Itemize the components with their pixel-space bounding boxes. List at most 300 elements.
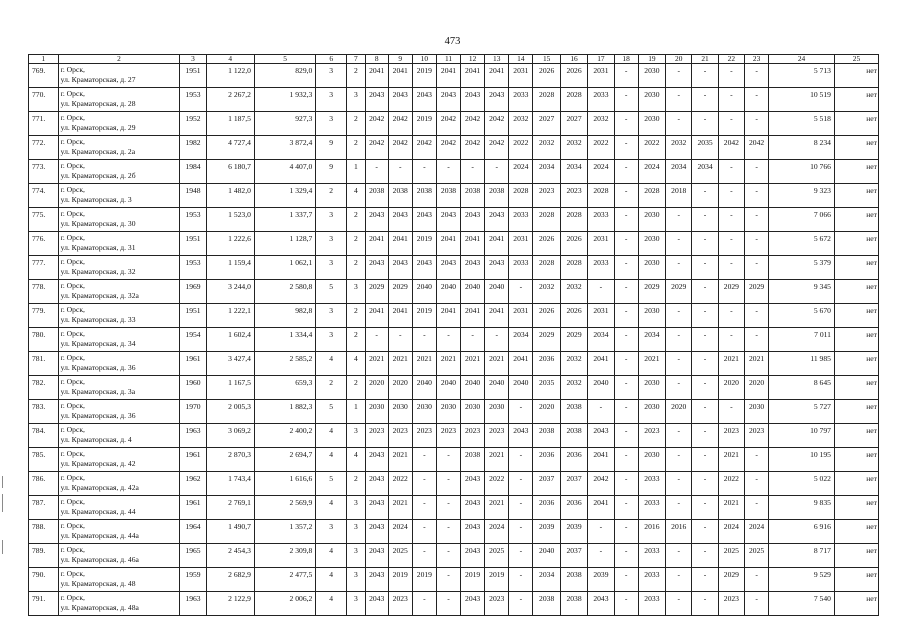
column-header: 19 <box>638 55 665 64</box>
scan-artifact <box>2 494 3 512</box>
planned-year: 2028 <box>509 184 533 208</box>
planned-year: - <box>692 496 718 520</box>
planned-year: - <box>509 448 533 472</box>
planned-year: - <box>666 544 692 568</box>
floors: 3 <box>316 208 347 232</box>
living-area: 2 400,2 <box>254 424 315 448</box>
address-cell <box>58 424 180 448</box>
planned-year: - <box>692 280 718 304</box>
row-number: 781. <box>29 352 59 376</box>
planned-year: - <box>745 232 769 256</box>
address-city: г. Орск, <box>60 161 85 170</box>
year-built: 1953 <box>180 256 206 280</box>
planned-year: 2024 <box>588 160 614 184</box>
planned-year: 2031 <box>509 304 533 328</box>
planned-year: 2043 <box>588 592 614 616</box>
address-cell <box>58 184 180 208</box>
address-cell <box>58 352 180 376</box>
table-row <box>29 568 879 592</box>
planned-year: 2042 <box>365 112 388 136</box>
planned-year: 2032 <box>560 136 587 160</box>
living-area: 927,3 <box>254 112 315 136</box>
planned-year: 2033 <box>638 496 665 520</box>
planned-year: - <box>718 400 744 424</box>
planned-year: 2040 <box>533 544 560 568</box>
planned-year: 2030 <box>436 400 460 424</box>
floors: 3 <box>316 328 347 352</box>
planned-year: 2036 <box>533 448 560 472</box>
planned-year: - <box>388 328 412 352</box>
planned-year: 2028 <box>560 208 587 232</box>
address-cell <box>58 256 180 280</box>
planned-year: 2028 <box>560 256 587 280</box>
planned-year: - <box>412 544 436 568</box>
flag-value: нет <box>834 568 878 592</box>
planned-year: 2030 <box>388 400 412 424</box>
planned-year: - <box>614 424 638 448</box>
planned-year: 2038 <box>365 184 388 208</box>
address-cell <box>58 520 180 544</box>
cost-value: 7 011 <box>769 328 835 352</box>
living-area: 2 585,2 <box>254 352 315 376</box>
planned-year: 2028 <box>638 184 665 208</box>
planned-year: - <box>614 592 638 616</box>
planned-year: 2042 <box>412 136 436 160</box>
planned-year: 2021 <box>461 352 485 376</box>
planned-year: 2032 <box>560 376 587 400</box>
planned-year: - <box>614 544 638 568</box>
planned-year: 2035 <box>692 136 718 160</box>
planned-year: 2041 <box>485 232 509 256</box>
entrances: 4 <box>347 352 366 376</box>
column-header: 10 <box>412 55 436 64</box>
planned-year: - <box>485 160 509 184</box>
planned-year: - <box>692 568 718 592</box>
address-city: г. Орск, <box>60 233 85 242</box>
address-street: ул. Краматорская, д. 44а <box>60 530 139 540</box>
planned-year: 2033 <box>509 88 533 112</box>
planned-year: 2023 <box>485 592 509 616</box>
column-header: 16 <box>560 55 587 64</box>
planned-year: - <box>509 592 533 616</box>
address-city: г. Орск, <box>60 425 85 434</box>
floors: 4 <box>316 568 347 592</box>
column-header: 1 <box>29 55 59 64</box>
table-row <box>29 160 879 184</box>
planned-year: 2024 <box>485 520 509 544</box>
floors: 2 <box>316 184 347 208</box>
planned-year: 2037 <box>560 544 587 568</box>
planned-year: 2043 <box>485 88 509 112</box>
flag-value: нет <box>834 160 878 184</box>
planned-year: 2042 <box>461 112 485 136</box>
address-city: г. Орск, <box>60 353 85 362</box>
cost-value: 5 379 <box>769 256 835 280</box>
planned-year: 2043 <box>436 88 460 112</box>
planned-year: 2040 <box>461 376 485 400</box>
planned-year: 2040 <box>412 280 436 304</box>
column-header: 22 <box>718 55 744 64</box>
table-row <box>29 424 879 448</box>
row-number: 771. <box>29 112 59 136</box>
floors: 3 <box>316 232 347 256</box>
address-cell <box>58 400 180 424</box>
flag-value: нет <box>834 232 878 256</box>
planned-year: - <box>745 568 769 592</box>
row-number: 778. <box>29 280 59 304</box>
total-area: 2 267,2 <box>206 88 254 112</box>
column-header: 14 <box>509 55 533 64</box>
cost-value: 6 916 <box>769 520 835 544</box>
planned-year: - <box>614 304 638 328</box>
planned-year: - <box>666 88 692 112</box>
planned-year: - <box>436 448 460 472</box>
table-row <box>29 496 879 520</box>
address-street: ул. Краматорская, д. 36 <box>60 362 136 372</box>
floors: 2 <box>316 376 347 400</box>
planned-year: 2039 <box>560 520 587 544</box>
planned-year: - <box>666 568 692 592</box>
planned-year: 2043 <box>365 568 388 592</box>
planned-year: - <box>666 376 692 400</box>
address-street: ул. Краматорская, д. 27 <box>60 74 136 84</box>
address-city: г. Орск, <box>60 113 85 122</box>
planned-year: 2028 <box>533 208 560 232</box>
planned-year: 2026 <box>560 232 587 256</box>
planned-year: 2030 <box>485 400 509 424</box>
planned-year: - <box>692 184 718 208</box>
planned-year: - <box>666 496 692 520</box>
planned-year: 2042 <box>365 136 388 160</box>
planned-year: 2019 <box>388 568 412 592</box>
flag-value: нет <box>834 304 878 328</box>
planned-year: 2041 <box>388 64 412 88</box>
address-street: ул. Краматорская, д. 42 <box>60 458 136 468</box>
row-number: 775. <box>29 208 59 232</box>
column-header: 12 <box>461 55 485 64</box>
column-header: 2 <box>58 55 180 64</box>
row-number: 786. <box>29 472 59 496</box>
planned-year: - <box>588 544 614 568</box>
planned-year: 2042 <box>485 136 509 160</box>
flag-value: нет <box>834 88 878 112</box>
address-cell <box>58 592 180 616</box>
total-area: 2 005,3 <box>206 400 254 424</box>
table-row <box>29 184 879 208</box>
address-city: г. Орск, <box>60 305 85 314</box>
year-built: 1961 <box>180 496 206 520</box>
planned-year: 2041 <box>388 304 412 328</box>
planned-year: 2043 <box>365 472 388 496</box>
cost-value: 10 766 <box>769 160 835 184</box>
planned-year: 2032 <box>533 136 560 160</box>
row-number: 788. <box>29 520 59 544</box>
cost-value: 10 519 <box>769 88 835 112</box>
address-cell <box>58 280 180 304</box>
planned-year: 2026 <box>560 304 587 328</box>
flag-value: нет <box>834 352 878 376</box>
planned-year: 2025 <box>745 544 769 568</box>
flag-value: нет <box>834 112 878 136</box>
flag-value: нет <box>834 64 878 88</box>
address-street: ул. Краматорская, д. 30 <box>60 218 136 228</box>
planned-year: 2040 <box>485 376 509 400</box>
column-header: 21 <box>692 55 718 64</box>
planned-year: 2038 <box>436 184 460 208</box>
planned-year: - <box>718 112 744 136</box>
planned-year: 2038 <box>388 184 412 208</box>
total-area: 1 482,0 <box>206 184 254 208</box>
planned-year: 2016 <box>666 520 692 544</box>
year-built: 1948 <box>180 184 206 208</box>
planned-year: 2042 <box>461 136 485 160</box>
year-built: 1953 <box>180 208 206 232</box>
column-header: 17 <box>588 55 614 64</box>
flag-value: нет <box>834 592 878 616</box>
planned-year: - <box>614 256 638 280</box>
row-number: 791. <box>29 592 59 616</box>
planned-year: - <box>692 400 718 424</box>
housing-table <box>28 54 879 616</box>
planned-year: - <box>436 520 460 544</box>
planned-year: 2031 <box>509 232 533 256</box>
entrances: 3 <box>347 424 366 448</box>
address-cell <box>58 208 180 232</box>
table-row <box>29 256 879 280</box>
address-cell <box>58 568 180 592</box>
planned-year: 2024 <box>509 160 533 184</box>
planned-year: 2043 <box>365 256 388 280</box>
living-area: 659,3 <box>254 376 315 400</box>
planned-year: 2031 <box>509 64 533 88</box>
planned-year: 2042 <box>745 136 769 160</box>
planned-year: 2021 <box>412 352 436 376</box>
planned-year: 2041 <box>365 232 388 256</box>
planned-year: 2029 <box>638 280 665 304</box>
planned-year: - <box>412 328 436 352</box>
address-city: г. Орск, <box>60 473 85 482</box>
planned-year: 2042 <box>588 472 614 496</box>
page-number: 473 <box>444 36 461 47</box>
planned-year: 2021 <box>388 496 412 520</box>
planned-year: - <box>436 592 460 616</box>
planned-year: 2025 <box>388 544 412 568</box>
planned-year: 2027 <box>560 112 587 136</box>
planned-year: 2038 <box>560 592 587 616</box>
planned-year: 2032 <box>533 280 560 304</box>
year-built: 1959 <box>180 568 206 592</box>
cost-value: 9 835 <box>769 496 835 520</box>
address-city: г. Орск, <box>60 89 85 98</box>
total-area: 1 523,0 <box>206 208 254 232</box>
living-area: 1 357,2 <box>254 520 315 544</box>
address-city: г. Орск, <box>60 569 85 578</box>
planned-year: 2028 <box>560 88 587 112</box>
column-header: 9 <box>388 55 412 64</box>
row-number: 790. <box>29 568 59 592</box>
address-street: ул. Краматорская, д. 34 <box>60 338 136 348</box>
year-built: 1961 <box>180 352 206 376</box>
planned-year: 2023 <box>436 424 460 448</box>
row-number: 773. <box>29 160 59 184</box>
planned-year: 2043 <box>412 208 436 232</box>
address-cell <box>58 136 180 160</box>
planned-year: 2043 <box>365 592 388 616</box>
planned-year: - <box>718 88 744 112</box>
planned-year: 2020 <box>388 376 412 400</box>
floors: 9 <box>316 160 347 184</box>
column-header: 3 <box>180 55 206 64</box>
planned-year: 2030 <box>412 400 436 424</box>
planned-year: 2043 <box>461 208 485 232</box>
planned-year: 2037 <box>533 472 560 496</box>
floors: 3 <box>316 304 347 328</box>
planned-year: 2020 <box>745 376 769 400</box>
table-row <box>29 232 879 256</box>
planned-year: - <box>692 544 718 568</box>
planned-year: 2019 <box>412 568 436 592</box>
address-city: г. Орск, <box>60 497 85 506</box>
planned-year: 2030 <box>461 400 485 424</box>
total-area: 4 727,4 <box>206 136 254 160</box>
address-city: г. Орск, <box>60 257 85 266</box>
planned-year: - <box>614 232 638 256</box>
planned-year: 2033 <box>509 208 533 232</box>
entrances: 3 <box>347 544 366 568</box>
entrances: 1 <box>347 160 366 184</box>
planned-year: 2041 <box>365 304 388 328</box>
planned-year: 2028 <box>533 256 560 280</box>
planned-year: - <box>436 568 460 592</box>
living-area: 2 309,8 <box>254 544 315 568</box>
planned-year: - <box>745 496 769 520</box>
total-area: 1 490,7 <box>206 520 254 544</box>
planned-year: 2042 <box>388 136 412 160</box>
address-street: ул. Краматорская, д. 42а <box>60 482 139 492</box>
planned-year: 2030 <box>365 400 388 424</box>
planned-year: 2023 <box>365 424 388 448</box>
planned-year: - <box>461 160 485 184</box>
year-built: 1952 <box>180 112 206 136</box>
planned-year: - <box>745 184 769 208</box>
planned-year: 2032 <box>509 112 533 136</box>
planned-year: 2043 <box>461 520 485 544</box>
planned-year: 2043 <box>485 208 509 232</box>
address-street: ул. Краматорская, д. 29 <box>60 122 136 132</box>
address-city: г. Орск, <box>60 545 85 554</box>
living-area: 829,0 <box>254 64 315 88</box>
planned-year: - <box>692 424 718 448</box>
address-cell <box>58 544 180 568</box>
cost-value: 5 672 <box>769 232 835 256</box>
column-header: 5 <box>254 55 315 64</box>
total-area: 2 682,9 <box>206 568 254 592</box>
planned-year: - <box>509 568 533 592</box>
planned-year: - <box>509 472 533 496</box>
address-street: ул. Краматорская, д. 44 <box>60 506 136 516</box>
planned-year: 2040 <box>436 376 460 400</box>
flag-value: нет <box>834 208 878 232</box>
table-row <box>29 64 879 88</box>
planned-year: 2041 <box>461 232 485 256</box>
cost-value: 5 022 <box>769 472 835 496</box>
planned-year: 2034 <box>638 328 665 352</box>
planned-year: - <box>412 592 436 616</box>
planned-year: - <box>745 472 769 496</box>
planned-year: - <box>718 208 744 232</box>
address-cell <box>58 88 180 112</box>
entrances: 3 <box>347 88 366 112</box>
planned-year: 2023 <box>533 184 560 208</box>
entrances: 2 <box>347 472 366 496</box>
planned-year: - <box>692 448 718 472</box>
planned-year: - <box>412 472 436 496</box>
address-cell <box>58 160 180 184</box>
total-area: 2 769,1 <box>206 496 254 520</box>
address-cell <box>58 112 180 136</box>
planned-year: 2034 <box>588 328 614 352</box>
planned-year: 2030 <box>638 400 665 424</box>
planned-year: - <box>692 352 718 376</box>
planned-year: - <box>718 328 744 352</box>
address-cell <box>58 448 180 472</box>
planned-year: 2029 <box>745 280 769 304</box>
planned-year: - <box>718 256 744 280</box>
planned-year: 2029 <box>365 280 388 304</box>
planned-year: - <box>666 256 692 280</box>
planned-year: 2043 <box>588 424 614 448</box>
address-street: ул. Краматорская, д. 33 <box>60 314 136 324</box>
row-number: 787. <box>29 496 59 520</box>
planned-year: - <box>745 448 769 472</box>
living-area: 1 062,1 <box>254 256 315 280</box>
planned-year: - <box>614 568 638 592</box>
flag-value: нет <box>834 184 878 208</box>
planned-year: - <box>614 496 638 520</box>
planned-year: - <box>745 256 769 280</box>
planned-year: 2038 <box>412 184 436 208</box>
planned-year: 2034 <box>560 160 587 184</box>
living-area: 3 872,4 <box>254 136 315 160</box>
address-cell <box>58 232 180 256</box>
planned-year: - <box>412 448 436 472</box>
planned-year: - <box>718 184 744 208</box>
planned-year: 2041 <box>365 64 388 88</box>
planned-year: 2029 <box>388 280 412 304</box>
year-built: 1982 <box>180 136 206 160</box>
planned-year: - <box>436 544 460 568</box>
planned-year: 2041 <box>388 232 412 256</box>
living-area: 1 334,4 <box>254 328 315 352</box>
planned-year: 2030 <box>638 448 665 472</box>
living-area: 1 616,6 <box>254 472 315 496</box>
column-header: 13 <box>485 55 509 64</box>
planned-year: - <box>745 592 769 616</box>
planned-year: 2023 <box>718 592 744 616</box>
living-area: 2 006,2 <box>254 592 315 616</box>
flag-value: нет <box>834 136 878 160</box>
address-city: г. Орск, <box>60 329 85 338</box>
planned-year: 2042 <box>485 112 509 136</box>
planned-year: 2019 <box>412 232 436 256</box>
floors: 4 <box>316 448 347 472</box>
planned-year: - <box>692 520 718 544</box>
planned-year: - <box>692 304 718 328</box>
floors: 5 <box>316 280 347 304</box>
year-built: 1960 <box>180 376 206 400</box>
planned-year: 2032 <box>588 112 614 136</box>
planned-year: 2037 <box>560 472 587 496</box>
